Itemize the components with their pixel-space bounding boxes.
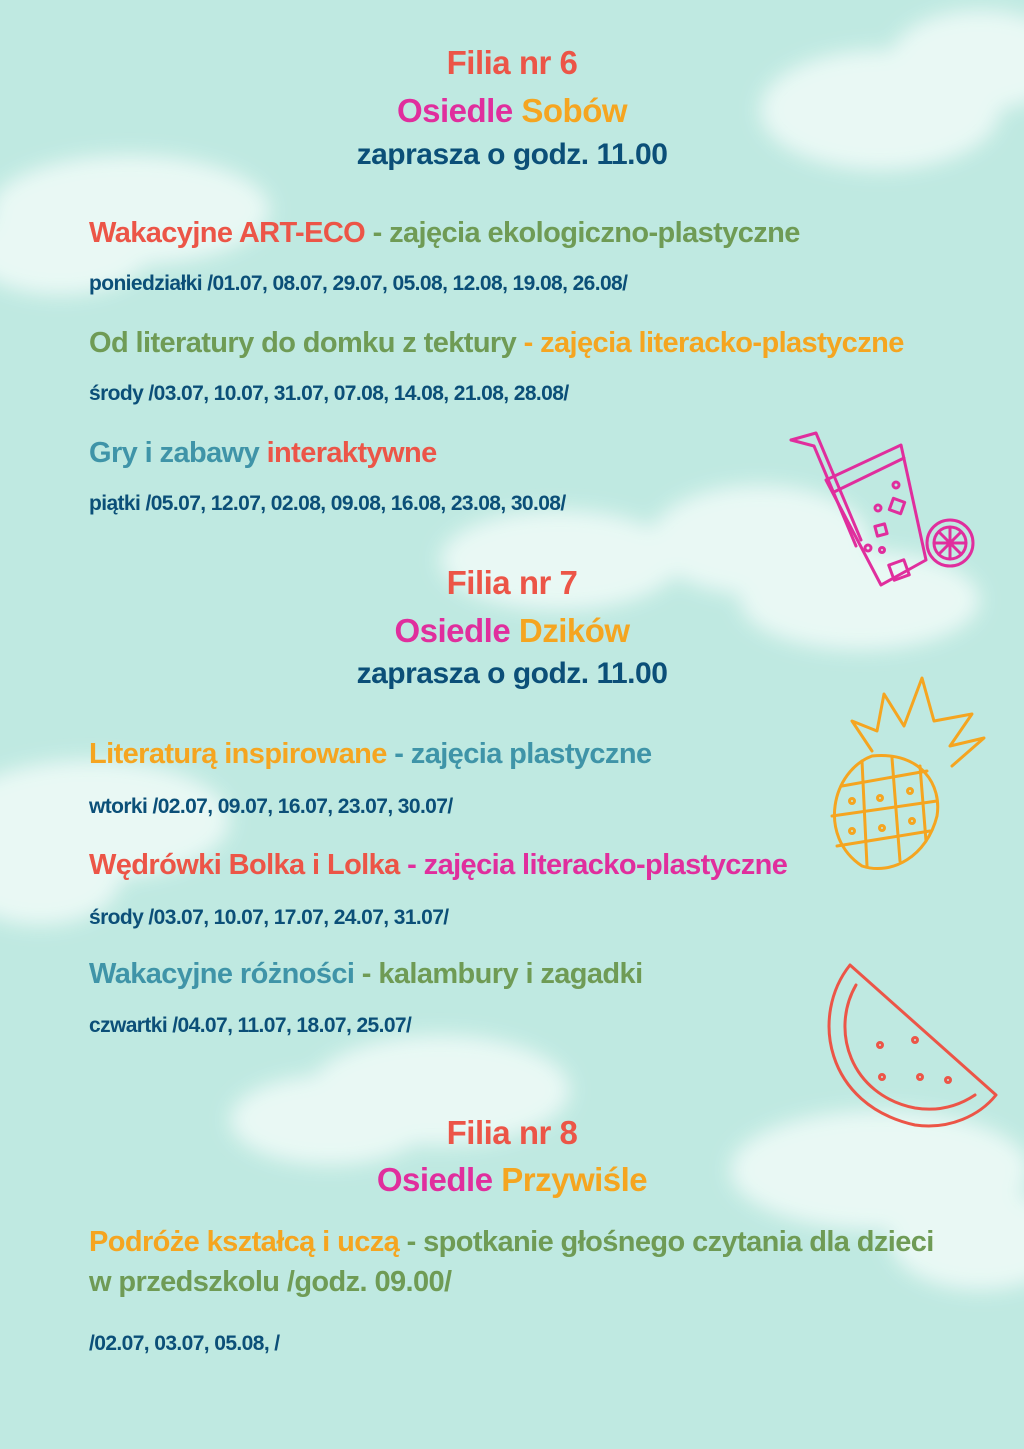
- branch8-activity-line2: w przedszkolu /godz. 09.00/: [89, 1266, 452, 1298]
- branch7-title: Filia nr 7: [446, 564, 578, 601]
- branch7-district: [0, 612, 1024, 650]
- branch8-activity-line1: [89, 1226, 934, 1259]
- activity-desc: - spotkanie głośnego czytania dla dzieci: [399, 1226, 934, 1258]
- branch7-district-prefix: Osiedle: [394, 612, 511, 649]
- activity-name: Gry i zabawy: [89, 437, 267, 469]
- activity-name: Literaturą inspirowane: [89, 738, 387, 770]
- activity-name: Wakacyjne ART-ECO: [89, 217, 366, 249]
- branch7-activity-3: [89, 958, 643, 991]
- branch8-title: Filia nr 8: [446, 1114, 578, 1151]
- branch6-activity-1-dates: poniedziałki /01.07, 08.07, 29.07, 05.08, 12.08, 19.08, 26.08/: [89, 272, 628, 295]
- branch7-activity-2-dates: środy /03.07, 10.07, 17.07, 24.07, 31.07/: [89, 906, 449, 929]
- activity-name: Od literatury do domku z tektury: [89, 327, 517, 359]
- branch8-activity-dates: /02.07, 03.07, 05.08, /: [89, 1332, 280, 1355]
- activity-desc: - kalambury i zagadki: [354, 958, 643, 990]
- activity-desc: interaktywne: [266, 437, 437, 469]
- activity-desc: - zajęcia plastyczne: [386, 738, 652, 770]
- branch7-activity-3-dates: czwartki /04.07, 11.07, 18.07, 25.07/: [89, 1014, 412, 1037]
- activity-desc: - zajęcia literacko-plastyczne: [399, 849, 788, 881]
- branch7-activity-1-dates: wtorki /02.07, 09.07, 16.07, 23.07, 30.07/: [89, 795, 453, 818]
- branch7-invite: zaprasza o godz. 11.00: [356, 657, 668, 690]
- branch7-district-name: Dzików: [518, 612, 630, 649]
- branch6-district-name: Sobów: [521, 92, 628, 129]
- branch6-invite: zaprasza o godz. 11.00: [356, 138, 668, 171]
- branch6-activity-2-dates: środy /03.07, 10.07, 31.07, 07.08, 14.08, 21.08, 28.08/: [89, 382, 569, 405]
- activity-name: Wędrówki Bolka i Lolka: [89, 849, 400, 881]
- branch6-district: [0, 92, 1024, 130]
- branch6-activity-3: [89, 437, 437, 470]
- branch7-activity-2: [89, 849, 787, 882]
- branch6-activity-3-dates: piątki /05.07, 12.07, 02.08, 09.08, 16.08, 23.08, 30.08/: [89, 492, 566, 515]
- branch6-activity-1: [89, 217, 800, 250]
- branch6-activity-2: [89, 327, 904, 360]
- branch6-title: Filia nr 6: [446, 44, 578, 81]
- activity-desc: - zajęcia ekologiczno-plastyczne: [365, 217, 800, 249]
- branch8-district: [0, 1161, 1024, 1199]
- activity-name: Wakacyjne różności: [89, 958, 355, 990]
- activity-name: Podróże kształcą i uczą: [89, 1226, 400, 1258]
- branch7-activity-1: [89, 738, 651, 771]
- branch8-district-prefix: Osiedle: [376, 1161, 493, 1198]
- branch8-district-name: Przywiśle: [501, 1161, 648, 1198]
- branch6-district-prefix: Osiedle: [396, 92, 513, 129]
- activity-desc: - zajęcia literacko-plastyczne: [516, 327, 904, 359]
